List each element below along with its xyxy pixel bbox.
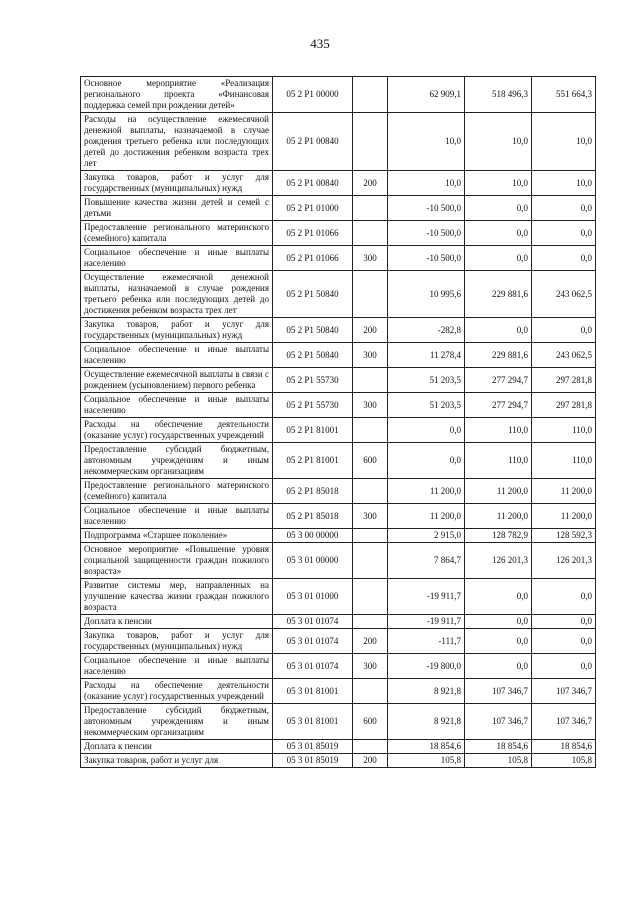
amount-cell-3: 11 200,0 [532, 479, 596, 504]
row-name-cell: Социальное обеспечение и иные выплаты населению [81, 246, 273, 271]
amount-cell-1: -10 500,0 [388, 221, 465, 246]
amount-cell-3: 0,0 [532, 615, 596, 629]
table-row [81, 629, 596, 654]
table-row [81, 318, 596, 343]
target-article-code-cell: 05 2 P1 50840 [273, 343, 353, 368]
amount-cell-3: 128 592,3 [532, 529, 596, 543]
target-article-code-cell: 05 3 01 01000 [273, 579, 353, 615]
row-name-cell: Закупка товаров, работ и услуг для [81, 754, 273, 768]
amount-cell-3: 110,0 [532, 418, 596, 443]
table-row [81, 113, 596, 171]
row-name-cell: Основное мероприятие «Повышение уровня социальной защищенности граждан пожилого возраста» [81, 543, 273, 579]
target-article-code-cell: 05 3 01 00000 [273, 543, 353, 579]
expense-type-code-cell: 300 [353, 504, 388, 529]
amount-cell-3: 105,8 [532, 754, 596, 768]
amount-cell-1: 0,0 [388, 443, 465, 479]
amount-cell-3: 0,0 [532, 579, 596, 615]
expense-type-code-cell [353, 77, 388, 113]
amount-cell-1: 51 203,5 [388, 368, 465, 393]
table-row [81, 479, 596, 504]
row-name-cell: Доплата к пенсии [81, 615, 273, 629]
expense-type-code-cell [353, 529, 388, 543]
amount-cell-1: 11 200,0 [388, 479, 465, 504]
amount-cell-1: -19 911,7 [388, 579, 465, 615]
amount-cell-2: 0,0 [465, 246, 532, 271]
amount-cell-1: 8 921,8 [388, 679, 465, 704]
target-article-code-cell: 05 2 P1 01066 [273, 246, 353, 271]
row-name-cell: Развитие системы мер, направленных на улучшение качества жизни граждан пожилого возраста [81, 579, 273, 615]
table-row [81, 221, 596, 246]
target-article-code-cell: 05 2 P1 00840 [273, 113, 353, 171]
amount-cell-3: 0,0 [532, 196, 596, 221]
target-article-code-cell: 05 2 P1 81001 [273, 418, 353, 443]
row-name-cell: Закупка товаров, работ и услуг для государственных (муниципальных) нужд [81, 629, 273, 654]
row-name-cell: Предоставление субсидий бюджетным, автономным учреждениям и иным некоммерческим организациям [81, 443, 273, 479]
row-name-cell: Социальное обеспечение и иные выплаты населению [81, 654, 273, 679]
table-row [81, 529, 596, 543]
budget-table-body [81, 77, 596, 768]
target-article-code-cell: 05 2 P1 50840 [273, 271, 353, 318]
amount-cell-2: 277 294,7 [465, 368, 532, 393]
table-row [81, 704, 596, 740]
target-article-code-cell: 05 2 P1 00840 [273, 171, 353, 196]
row-name-cell: Осуществление ежемесячной денежной выплаты, назначаемой в случае рождения третьего ребенка или последующих детей до достижения ребенком возраста трех лет [81, 271, 273, 318]
amount-cell-3: 18 854,6 [532, 740, 596, 754]
expense-type-code-cell [353, 196, 388, 221]
expense-type-code-cell: 600 [353, 443, 388, 479]
amount-cell-2: 229 881,6 [465, 271, 532, 318]
amount-cell-2: 110,0 [465, 443, 532, 479]
amount-cell-3: 11 200,0 [532, 504, 596, 529]
expense-type-code-cell [353, 418, 388, 443]
target-article-code-cell: 05 3 01 81001 [273, 704, 353, 740]
amount-cell-1: 51 203,5 [388, 393, 465, 418]
target-article-code-cell: 05 2 P1 81001 [273, 443, 353, 479]
amount-cell-1: 105,8 [388, 754, 465, 768]
amount-cell-3: 0,0 [532, 629, 596, 654]
amount-cell-2: 110,0 [465, 418, 532, 443]
amount-cell-2: 107 346,7 [465, 704, 532, 740]
amount-cell-1: 18 854,6 [388, 740, 465, 754]
row-name-cell: Повышение качества жизни детей и семей с детьми [81, 196, 273, 221]
amount-cell-1: -111,7 [388, 629, 465, 654]
amount-cell-3: 0,0 [532, 246, 596, 271]
expense-type-code-cell: 300 [353, 393, 388, 418]
amount-cell-3: 10,0 [532, 113, 596, 171]
table-row [81, 754, 596, 768]
table-row [81, 418, 596, 443]
amount-cell-2: 229 881,6 [465, 343, 532, 368]
amount-cell-1: 62 909,1 [388, 77, 465, 113]
amount-cell-1: 8 921,8 [388, 704, 465, 740]
target-article-code-cell: 05 3 01 01074 [273, 629, 353, 654]
target-article-code-cell: 05 2 P1 55730 [273, 393, 353, 418]
table-row [81, 196, 596, 221]
target-article-code-cell: 05 3 01 85019 [273, 740, 353, 754]
table-row [81, 343, 596, 368]
amount-cell-1: 10,0 [388, 171, 465, 196]
target-article-code-cell: 05 3 01 81001 [273, 679, 353, 704]
amount-cell-3: 0,0 [532, 221, 596, 246]
target-article-code-cell: 05 3 01 01074 [273, 615, 353, 629]
table-row [81, 615, 596, 629]
table-row [81, 393, 596, 418]
amount-cell-1: -19 800,0 [388, 654, 465, 679]
amount-cell-3: 110,0 [532, 443, 596, 479]
amount-cell-2: 0,0 [465, 221, 532, 246]
amount-cell-2: 0,0 [465, 318, 532, 343]
budget-table [80, 76, 596, 768]
row-name-cell: Закупка товаров, работ и услуг для государственных (муниципальных) нужд [81, 318, 273, 343]
table-row [81, 654, 596, 679]
row-name-cell: Расходы на обеспечение деятельности (оказание услуг) государственных учреждений [81, 679, 273, 704]
table-row [81, 271, 596, 318]
amount-cell-2: 10,0 [465, 171, 532, 196]
amount-cell-3: 551 664,3 [532, 77, 596, 113]
row-name-cell: Осуществление ежемесячной выплаты в связи с рождением (усыновлением) первого ребенка [81, 368, 273, 393]
amount-cell-1: 11 200,0 [388, 504, 465, 529]
target-article-code-cell: 05 2 P1 85018 [273, 504, 353, 529]
table-row [81, 171, 596, 196]
expense-type-code-cell: 200 [353, 318, 388, 343]
amount-cell-1: 2 915,0 [388, 529, 465, 543]
amount-cell-1: -282,8 [388, 318, 465, 343]
amount-cell-2: 11 200,0 [465, 504, 532, 529]
table-row [81, 740, 596, 754]
expense-type-code-cell: 200 [353, 754, 388, 768]
expense-type-code-cell [353, 679, 388, 704]
amount-cell-1: -19 911,7 [388, 615, 465, 629]
expense-type-code-cell: 300 [353, 654, 388, 679]
expense-type-code-cell [353, 221, 388, 246]
table-row [81, 679, 596, 704]
row-name-cell: Социальное обеспечение и иные выплаты населению [81, 504, 273, 529]
amount-cell-2: 518 496,3 [465, 77, 532, 113]
amount-cell-1: 10,0 [388, 113, 465, 171]
table-row [81, 579, 596, 615]
expense-type-code-cell: 200 [353, 171, 388, 196]
expense-type-code-cell: 600 [353, 704, 388, 740]
amount-cell-3: 107 346,7 [532, 679, 596, 704]
target-article-code-cell: 05 2 P1 00000 [273, 77, 353, 113]
amount-cell-2: 10,0 [465, 113, 532, 171]
amount-cell-2: 18 854,6 [465, 740, 532, 754]
amount-cell-2: 107 346,7 [465, 679, 532, 704]
row-name-cell: Закупка товаров, работ и услуг для государственных (муниципальных) нужд [81, 171, 273, 196]
row-name-cell: Социальное обеспечение и иные выплаты населению [81, 393, 273, 418]
row-name-cell: Расходы на обеспечение деятельности (оказание услуг) государственных учреждений [81, 418, 273, 443]
expense-type-code-cell [353, 579, 388, 615]
page-number: 435 [310, 36, 330, 51]
amount-cell-2: 277 294,7 [465, 393, 532, 418]
expense-type-code-cell [353, 368, 388, 393]
row-name-cell: Предоставление субсидий бюджетным, автономным учреждениям и иным некоммерческим организациям [81, 704, 273, 740]
table-row [81, 77, 596, 113]
table-row [81, 443, 596, 479]
amount-cell-2: 0,0 [465, 654, 532, 679]
amount-cell-2: 0,0 [465, 629, 532, 654]
row-name-cell: Основное мероприятие «Реализация регионального проекта «Финансовая поддержка семей при рождении детей» [81, 77, 273, 113]
amount-cell-3: 243 062,5 [532, 271, 596, 318]
amount-cell-2: 126 201,3 [465, 543, 532, 579]
row-name-cell: Подпрограмма «Старшее поколение» [81, 529, 273, 543]
target-article-code-cell: 05 2 P1 01066 [273, 221, 353, 246]
amount-cell-1: 10 995,6 [388, 271, 465, 318]
expense-type-code-cell [353, 113, 388, 171]
expense-type-code-cell: 300 [353, 343, 388, 368]
row-name-cell: Расходы на осуществление ежемесячной денежной выплаты, назначаемой в случае рождения третьего ребенка или последующих детей до достижения ребенком возраста трех лет [81, 113, 273, 171]
table-row [81, 368, 596, 393]
amount-cell-2: 0,0 [465, 615, 532, 629]
table-row [81, 246, 596, 271]
amount-cell-1: 7 864,7 [388, 543, 465, 579]
row-name-cell: Доплата к пенсии [81, 740, 273, 754]
expense-type-code-cell [353, 615, 388, 629]
amount-cell-2: 0,0 [465, 579, 532, 615]
amount-cell-3: 297 281,8 [532, 393, 596, 418]
amount-cell-3: 243 062,5 [532, 343, 596, 368]
amount-cell-3: 126 201,3 [532, 543, 596, 579]
amount-cell-2: 105,8 [465, 754, 532, 768]
row-name-cell: Предоставление регионального материнского (семейного) капитала [81, 479, 273, 504]
amount-cell-3: 0,0 [532, 654, 596, 679]
expense-type-code-cell: 300 [353, 246, 388, 271]
amount-cell-1: 0,0 [388, 418, 465, 443]
amount-cell-3: 107 346,7 [532, 704, 596, 740]
target-article-code-cell: 05 3 01 01074 [273, 654, 353, 679]
expense-type-code-cell [353, 479, 388, 504]
amount-cell-1: 11 278,4 [388, 343, 465, 368]
amount-cell-1: -10 500,0 [388, 246, 465, 271]
target-article-code-cell: 05 3 01 85019 [273, 754, 353, 768]
amount-cell-3: 10,0 [532, 171, 596, 196]
row-name-cell: Социальное обеспечение и иные выплаты населению [81, 343, 273, 368]
row-name-cell: Предоставление регионального материнского (семейного) капитала [81, 221, 273, 246]
amount-cell-1: -10 500,0 [388, 196, 465, 221]
amount-cell-3: 0,0 [532, 318, 596, 343]
target-article-code-cell: 05 2 P1 01000 [273, 196, 353, 221]
target-article-code-cell: 05 2 P1 50840 [273, 318, 353, 343]
expense-type-code-cell: 200 [353, 629, 388, 654]
table-row [81, 543, 596, 579]
expense-type-code-cell [353, 271, 388, 318]
amount-cell-2: 0,0 [465, 196, 532, 221]
amount-cell-3: 297 281,8 [532, 368, 596, 393]
table-row [81, 504, 596, 529]
amount-cell-2: 11 200,0 [465, 479, 532, 504]
target-article-code-cell: 05 3 00 00000 [273, 529, 353, 543]
amount-cell-2: 128 782,9 [465, 529, 532, 543]
target-article-code-cell: 05 2 P1 55730 [273, 368, 353, 393]
expense-type-code-cell [353, 543, 388, 579]
expense-type-code-cell [353, 740, 388, 754]
target-article-code-cell: 05 2 P1 85018 [273, 479, 353, 504]
